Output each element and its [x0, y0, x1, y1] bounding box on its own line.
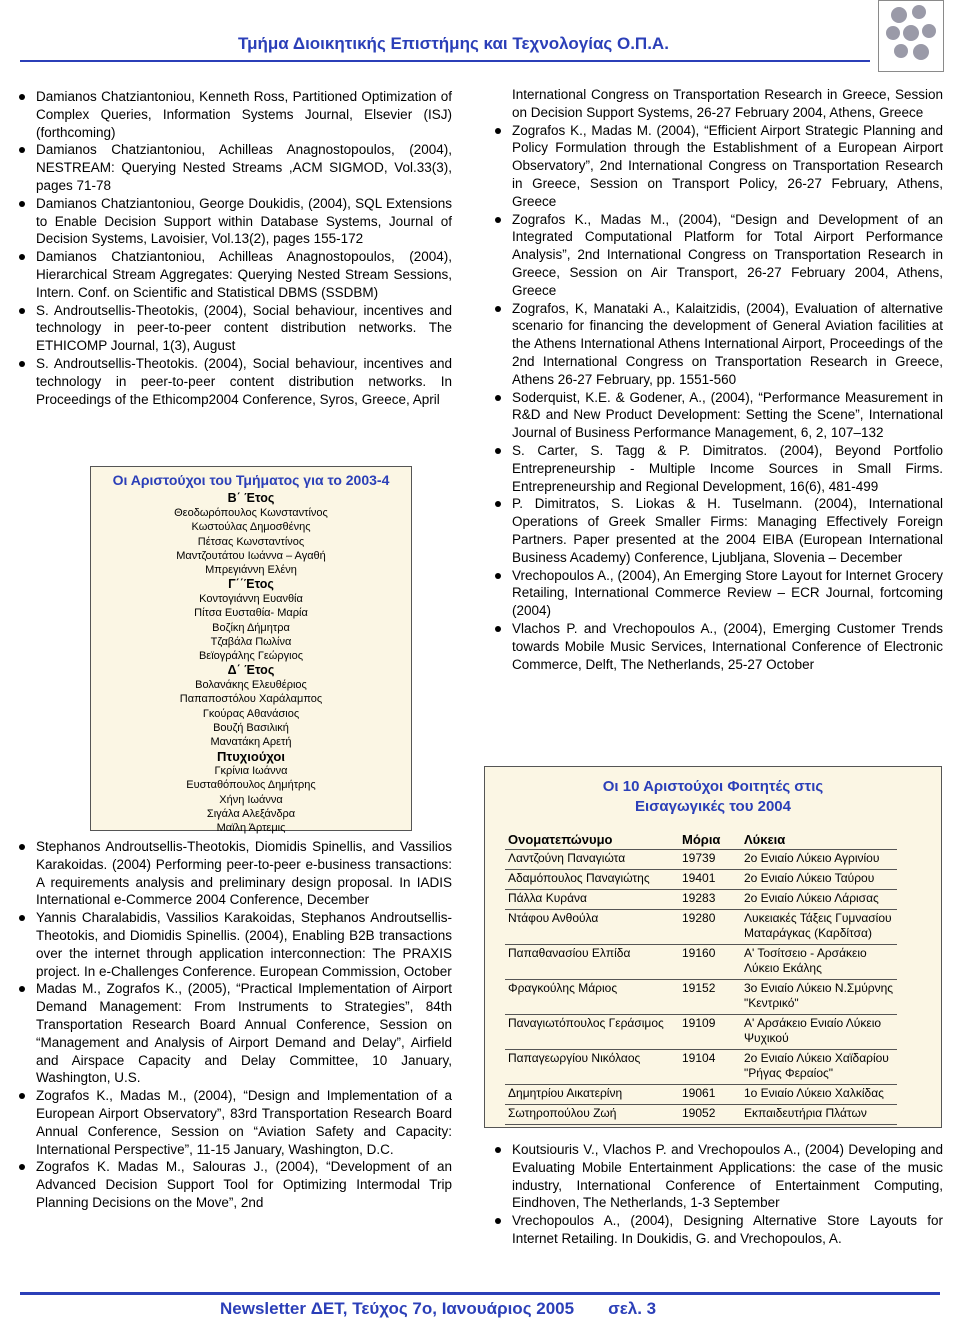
table-row — [505, 1105, 897, 1125]
points-cell: 19104 — [679, 1050, 741, 1085]
table-row — [505, 1015, 897, 1050]
right-reference-list — [492, 86, 943, 673]
list-item: Yannis Charalabidis, Vassilios Karakoidas, Stephanos Androutsellis-Theotokis, and Diomidis Spinellis. (2004), Enabling B2B transactions over the internet through application interconnection: The PRAXIS project. In e-Challenges Conference. European Commission, October — [16, 909, 452, 980]
student-name: Σιγάλα Αλεξάνδρα — [206, 807, 296, 820]
student-name-cell: Παπαγεωργίου Νικόλαος — [505, 1050, 679, 1085]
entrants-title-line1: Οι 10 Αριστούχοι Φοιτητές στις — [602, 778, 824, 795]
list-item: Stephanos Androutsellis-Theotokis, Diomidis Spinellis, and Vassilios Karakoidas. (2004) Performing peer-to-peer e-business transactions: A requirements analysis and preliminary design proposal. In IADIS International e-Commerce 2004 Conference, December — [16, 838, 452, 909]
entrants-box-title — [485, 777, 941, 817]
year-heading: Γ΄΄Έτος — [228, 577, 274, 592]
student-name-cell: Αδαμόπουλος Παναγιώτης — [505, 870, 679, 890]
column-header-name: Ονοματεπώνυμο — [505, 831, 679, 850]
year-heading: Β΄ Έτος — [227, 491, 275, 506]
school-cell: 1ο Ενιαίο Λύκειο Χαλκίδας — [741, 1085, 897, 1105]
student-name-cell: Παναγιωτόπουλος Γεράσιμος — [505, 1015, 679, 1050]
points-cell: 19152 — [679, 980, 741, 1015]
student-name-cell: Δημητρίου Αικατερίνη — [505, 1085, 679, 1105]
student-name: Γκούρας Αθανάσιος — [202, 707, 300, 720]
list-item: Vrechopoulos A., (2004), Designing Alternative Store Layouts for Internet Retailing. In Doukidis, G. and Vrechopoulos, A. — [492, 1212, 943, 1248]
school-cell: 2ο Ενιαίο Λύκειο Χαϊδαρίου "Ρήγας Φεραίος" — [741, 1050, 897, 1085]
school-cell: 2ο Ενιαίο Λύκειο Λάρισας — [741, 890, 897, 910]
points-cell: 19280 — [679, 910, 741, 945]
list-item: P. Dimitratos, S. Liokas & H. Tuselmann. (2004), International Operations of Greek Smaller Firms: Managing Effectively Foreign Partners. Paper presented at the 2004 EIBA (European International Business Academy) Conference, Ljubljana, Slovenia – December — [492, 495, 943, 566]
school-cell: 3ο Ενιαίο Λύκειο Ν.Σμύρνης "Κεντρικό" — [741, 980, 897, 1015]
right-reference-list-bottom — [492, 1141, 943, 1248]
student-name: Βουζή Βασιλική — [213, 721, 289, 734]
header-rule — [20, 60, 870, 62]
student-name: Βοζίκη Δήμητρα — [212, 621, 290, 634]
student-name: Κωστούλας Δημοσθένης — [191, 521, 311, 534]
right-column-bottom — [492, 1141, 943, 1248]
top-entrants-box — [484, 766, 942, 1128]
list-item: Damianos Chatziantoniou, Achilleas Anagnostopoulos, (2004), NESTREAM: Querying Nested Streams ,ACM SIGMOD, Vol.33(3), pages 71-78 — [16, 141, 452, 194]
points-cell: 19739 — [679, 850, 741, 870]
list-item: Damianos Chatziantoniou, Kenneth Ross, Partitioned Optimization of Complex Queries, Information Systems Journal, Elsevier (ISJ) (forthcoming) — [16, 88, 452, 141]
list-item: Zografos, K, Manataki A., Kalaitzidis, (2004), Evaluation of alternative scenario for financing the development of General Aviation facilities at the Athens International Athens International Airport, Proceedings of the 2nd International Congress on Transportation Research in Greece, Athens 26-27 February, pp. 1551-560 — [492, 300, 943, 389]
table-row — [505, 910, 897, 945]
list-item: S. Androutsellis-Theotokis, (2004), Social behaviour, incentives and technology in peer-to-peer content distribution networks. The ETHICOMP Journal, 1(3), August — [16, 302, 452, 355]
footer-rule — [20, 1292, 940, 1295]
list-item: Koutsiouris V., Vlachos P. and Vrechopoulos A., (2004) Developing and Evaluating Mobile Entertainment Applications: the case of the music industry, International Conference of Entertainment Computing, Eindhoven, The Netherlands, 1-3 September — [492, 1141, 943, 1212]
list-item: Damianos Chatziantoniou, Achilleas Anagnostopoulos, (2004), Hierarchical Stream Aggregates: Querying Nested Stream Sessions, Intern. Conf. on Scientific and Statistical DBMS (SSDBM) — [16, 248, 452, 301]
list-item: Damianos Chatziantoniou, George Doukidis, (2004), SQL Extensions to Enable Decision Support within Database Systems, Journal of Decision Systems, Lavoisier, Vol.13(2), pages 155-172 — [16, 195, 452, 248]
left-column-bottom — [16, 838, 452, 1212]
student-name: Χήνη Ιωάννα — [219, 793, 283, 806]
year-heading: Πτυχιούχοι — [217, 749, 285, 765]
student-name: Μαϊλη Άρτεμις — [216, 822, 286, 835]
student-name: Πέτσας Κωνσταντίνος — [197, 535, 305, 548]
school-cell: Α' Αρσάκειο Ενιαίο Λύκειο Ψυχικού — [741, 1015, 897, 1050]
points-cell: 19160 — [679, 945, 741, 980]
student-name-cell: Ντάφου Ανθούλα — [505, 910, 679, 945]
student-name-cell: Πάλλα Κυράνα — [505, 890, 679, 910]
honor-box-title: Οι Αριστούχοι του Τμήματος για το 2003-4 — [112, 472, 390, 488]
student-name: Παπαποστόλου Χαράλαμπος — [179, 693, 323, 706]
list-item: S. Carter, S. Tagg & P. Dimitratos. (2004), Beyond Portfolio Entrepreneurship - Multiple Income Sources in Small Firms. Entrepreneurship and Regional Development, 16(6), 481-499 — [492, 442, 943, 495]
student-name: Βολανάκης Ελευθέριος — [195, 679, 307, 692]
school-cell: Α' Τοσίτσειο - Αρσάκειο Λύκειο Εκάλης — [741, 945, 897, 980]
newsletter-header-title: Τμήμα Διοικητικής Επιστήμης και Τεχνολογίας Ο.Π.Α. — [238, 34, 669, 53]
left-reference-list — [16, 88, 452, 408]
student-name: Θεοδωρόπουλος Κωνσταντίνος — [174, 507, 328, 520]
newsletter-footer — [220, 1299, 656, 1319]
student-name: Μαντζουτάτου Ιωάννα – Αγαθή — [176, 549, 326, 562]
table-row — [505, 1085, 897, 1105]
student-name: Πίτσα Ευσταθία- Μαρία — [194, 607, 308, 620]
student-name: Τζαβάλα Πωλίνα — [210, 635, 292, 648]
school-cell: Εκπαιδευτήρια Πλάτων — [741, 1105, 897, 1125]
points-cell: 19052 — [679, 1105, 741, 1125]
student-name-cell: Φραγκούλης Μάριος — [505, 980, 679, 1015]
points-cell: 19061 — [679, 1085, 741, 1105]
list-item: S. Androutsellis-Theotokis. (2004), Social behaviour, incentives and technology in peer-to-peer content distribution networks. In Proceedings of the Ethicomp2004 Conference, Syros, Greece, April — [16, 355, 452, 408]
list-item: Zografos K., Madas M., (2004), “Design and Implementation of a European Airport Observatory”, 83rd Transportation Research Board Annual Conference, Session on “Aviation Safety and Capacity: International Perspective”, 11-15 January, Washington, D.C. — [16, 1087, 452, 1158]
points-cell: 19401 — [679, 870, 741, 890]
list-item: Madas M., Zografos K., (2005), “Practical Implementation of Airport Demand Management: From Instruments to Strategies”, 84th Transportation Research Board Annual Conference, Session on “Management and Analysis of Airport Demand and Delay”, Airfield and Airspace Capacity and Delay Committee, 10 January, Washington, U.S. — [16, 980, 452, 1087]
table-row — [505, 945, 897, 980]
student-name-cell: Σωτηροπούλου Ζωή — [505, 1105, 679, 1125]
student-name: Ευσταθόπουλος Δημήτρης — [186, 779, 316, 792]
student-name: Βεϊογράλης Γεώργιος — [198, 650, 304, 663]
student-name-cell: Λαντζούνη Παναγιώτα — [505, 850, 679, 870]
footer-page-number: σελ. 3 — [608, 1299, 657, 1318]
student-name: Κοντογιάννη Ευανθία — [199, 593, 303, 606]
school-cell: Λυκειακές Τάξεις Γυμνασίου Ματαράγκας (Καρδίτσα) — [741, 910, 897, 945]
dots-grid-logo-icon — [878, 0, 944, 72]
column-header-school: Λύκεια — [741, 831, 897, 850]
entrants-title-line2: Εισαγωγικές του 2004 — [635, 798, 791, 815]
table-row — [505, 890, 897, 910]
table-row — [505, 870, 897, 890]
list-item: Vrechopoulos A., (2004), An Emerging Store Layout for Internet Grocery Retailing, International Commerce Review – ECR Journal, fortcoming (2004) — [492, 567, 943, 620]
list-item: Zografos K., Madas M., (2004), “Design and Development of an Integrated Computational Platform for Total Airport Performance Analysis”, 2nd International Congress on Transportation Research in Greece, Session on Air Transport, 26-27 February 2004, Athens, Greece — [492, 211, 943, 300]
table-row — [505, 980, 897, 1015]
right-column — [492, 86, 943, 673]
year-heading: Δ΄ Έτος — [227, 663, 275, 678]
student-name-cell: Παπαθανασίου Ελπίδα — [505, 945, 679, 980]
points-cell: 19283 — [679, 890, 741, 910]
student-name: Μανατάκη Αρετή — [210, 736, 292, 749]
student-name: Γκρίνια Ιωάννα — [214, 765, 288, 778]
list-item: Vlachos P. and Vrechopoulos A., (2004), Emerging Customer Trends towards Mobile Music Services, International Conference of Electronic Commerce, Delft, The Netherlands, 25-27 October — [492, 620, 943, 673]
list-item: Zografos K., Madas M. (2004), “Efficient Airport Strategic Planning and Policy Formulation through the Establishment of a European Airport Observatory”, 2nd International Congress on Transportation Research in Greece, Session on Transport Policy, 26-27 February, Athens, Greece — [492, 122, 943, 211]
student-name: Μπρεγιάννη Ελένη — [205, 564, 297, 577]
entrants-table — [505, 831, 897, 1125]
footer-issue-text: Newsletter ΔΕΤ, Τεύχος 7ο, Ιανουάριος 2005 — [220, 1299, 575, 1318]
points-cell: 19109 — [679, 1015, 741, 1050]
left-column — [16, 88, 452, 408]
left-reference-list-bottom — [16, 838, 452, 1212]
list-item: Zografos K. Madas M., Salouras J., (2004), “Development of an Advanced Decision Support Tool for Optimizing Intermodal Trip Planning Decisions on the Move”, 2nd — [16, 1158, 452, 1211]
honor-students-box — [90, 466, 412, 835]
column-header-points: Μόρια — [679, 831, 741, 850]
list-item: Soderquist, K.E. & Godener, A., (2004), “Performance Measurement in R&D and New Product Development: Setting the Scene”, International Journal of Business Performance Management, 6, 2, 107–132 — [492, 389, 943, 442]
school-cell: 2ο Ενιαίο Λύκειο Ταύρου — [741, 870, 897, 890]
table-row — [505, 1050, 897, 1085]
list-item-continuation: International Congress on Transportation Research in Greece, Session on Decision Support Systems, 26-27 February 2004, Athens, Greece — [512, 87, 943, 120]
table-row — [505, 850, 897, 870]
entrants-table-body — [505, 850, 897, 1125]
school-cell: 2ο Ενιαίο Λύκειο Αγρινίου — [741, 850, 897, 870]
